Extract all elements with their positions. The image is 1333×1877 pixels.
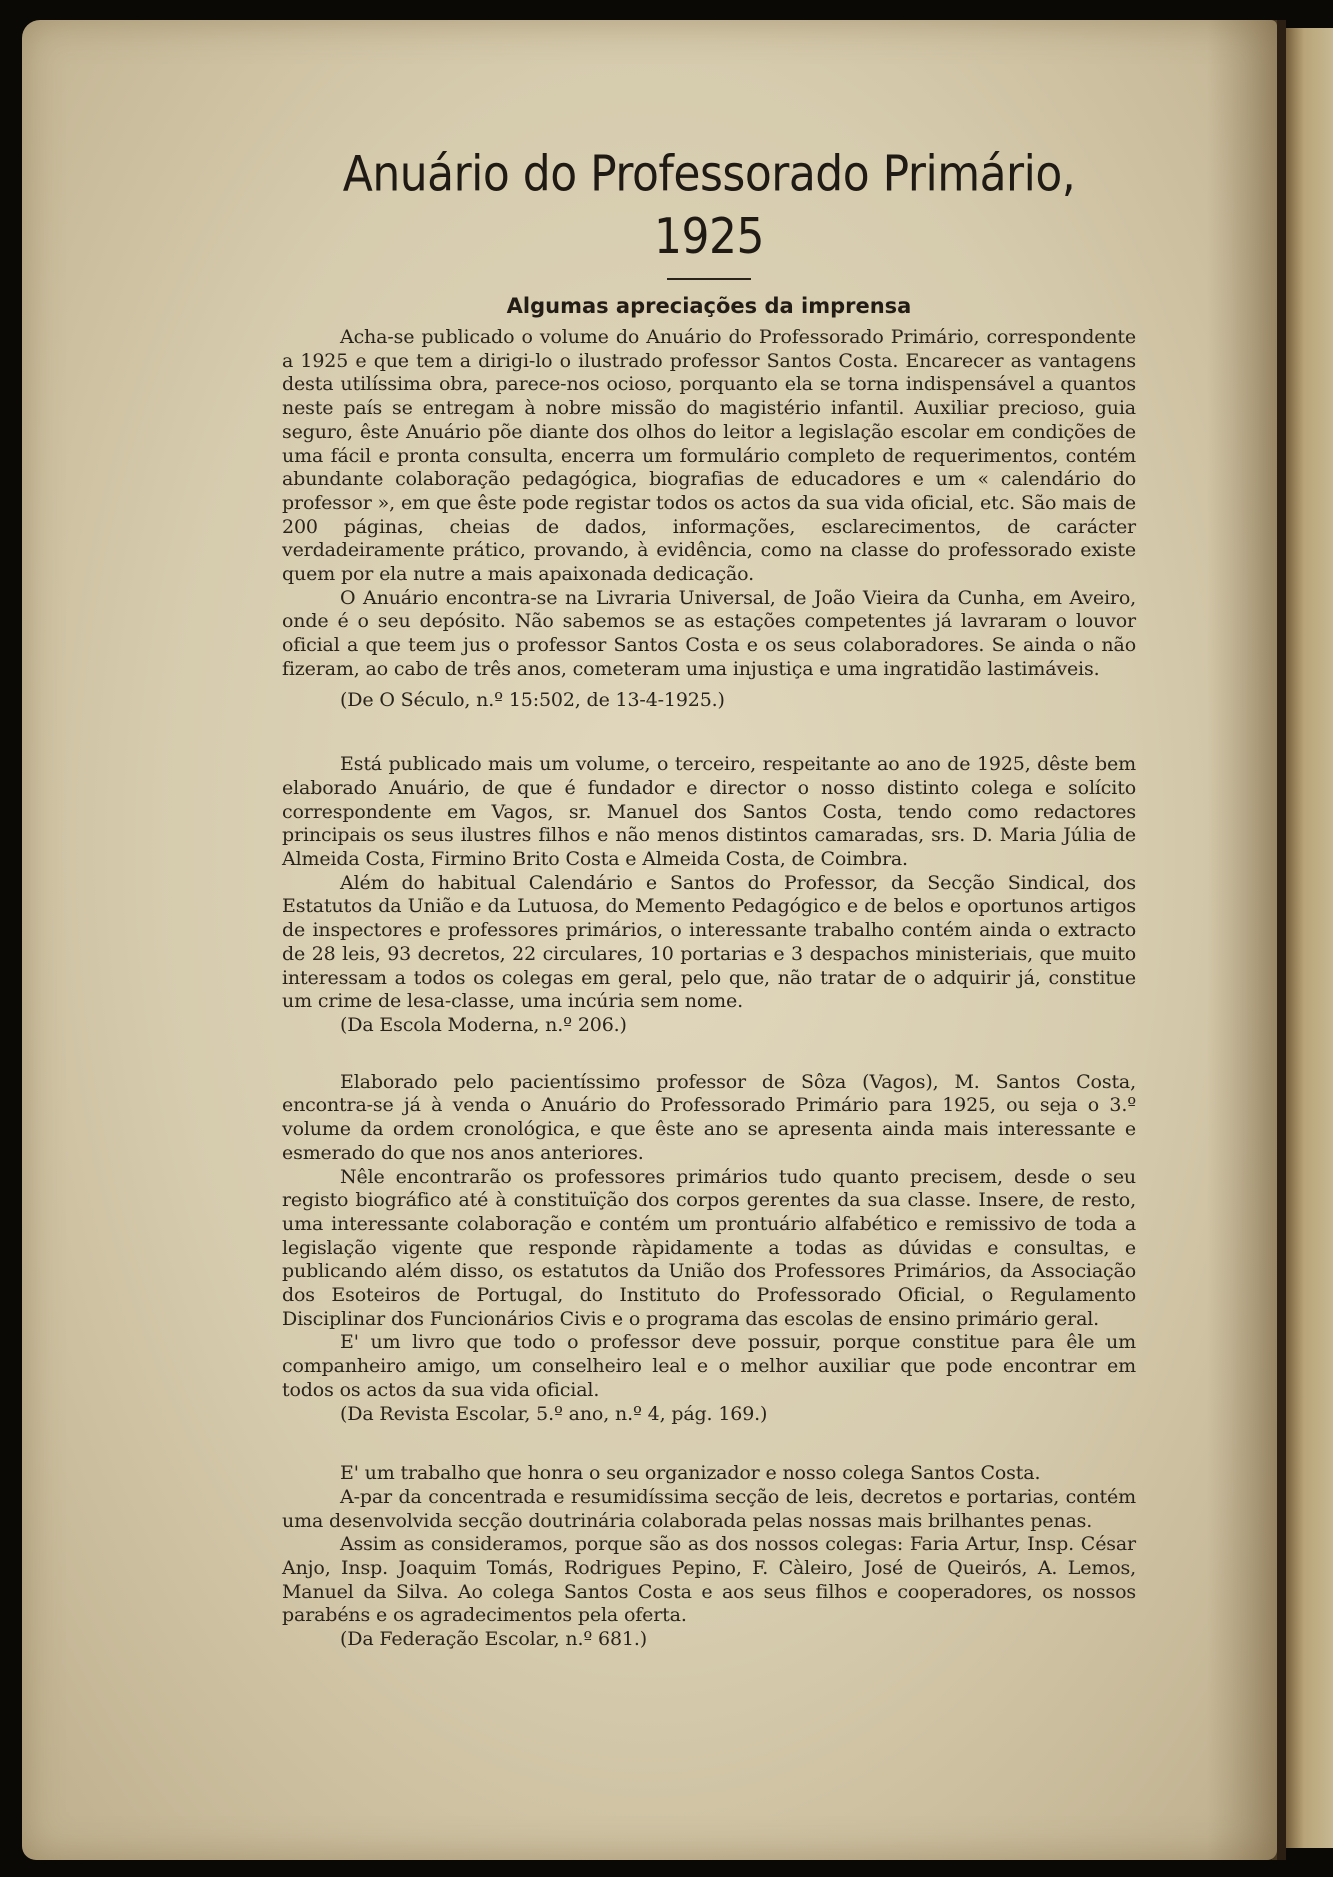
review-paragraph: Além do habitual Calendário e Santos do Professor, da Secção Sindical, dos Estatutos da União e da Lutuosa, do Memento Pedagógico e de belos e oportunos artigos de inspectores e professores primários, o interessante trabalho contém ainda o extracto de 28 leis, 93 decretos, 22 circulares, 10 portarias e 3 despachos ministeriais, que muito interessam a todos os colegas em geral, pelo que, não tratar de o adquirir já, constitue um crime de lesa-classe, uma incúria sem nome. xyxy=(282,871,1136,1013)
page-content xyxy=(282,145,1136,1652)
page-title: Anuário do Professorado Primário, 1925 xyxy=(342,145,1076,266)
adjacent-page-edge xyxy=(1283,28,1333,1848)
review-federacao-escolar xyxy=(282,1462,1136,1652)
section-subtitle: Algumas apreciações da imprensa xyxy=(506,294,912,318)
review-paragraph: Elaborado pelo pacientíssimo professor de Sôza (Vagos), M. Santos Costa, encontra-se já à venda o Anuário do Professorado Primário para 1925, ou seja o 3.º volume da ordem cronológica, e que êste ano se apresenta ainda mais interessante e esmerado do que nos anos anteriores. xyxy=(282,1070,1136,1164)
review-source: (Da Revista Escolar, 5.º ano, n.º 4, pág. 169.) xyxy=(340,1402,768,1425)
review-paragraph: Está publicado mais um volume, o terceiro, respeitante ao ano de 1925, dêste bem elaborado Anuário, de que é fundador e director o nosso distinto colega e solícito correspondente em Vagos, sr. Manuel dos Santos Costa, tendo como redactores principais os seus ilustres filhos e não menos distintos camaradas, srs. D. Maria Júlia de Almeida Costa, Firmino Brito Costa e Almeida Costa, de Coimbra. xyxy=(282,753,1136,871)
review-paragraph: E' um trabalho que honra o seu organizador e nosso colega Santos Costa. xyxy=(340,1462,1041,1485)
title-divider xyxy=(667,278,751,280)
review-paragraph: A-par da concentrada e resumidíssima secção de leis, decretos e portarias, contém uma desenvolvida secção doutrinária colaborada pelas nossas mais brilhantes penas. xyxy=(282,1485,1136,1532)
review-revista-escolar xyxy=(282,1071,1136,1427)
review-source: (Da Federação Escolar, n.º 681.) xyxy=(340,1628,648,1651)
review-paragraph: E' um livro que todo o professor deve possuir, porque constitue para êle um companheiro amigo, um conselheiro leal e o melhor auxiliar que pode encontrar em todos os actos da sua vida oficial. xyxy=(282,1331,1136,1401)
review-paragraph: O Anuário encontra-se na Livraria Universal, de João Vieira da Cunha, em Aveiro, onde é o seu depósito. Não sabemos se as estações competentes já lavraram o louvor oficial a que teem jus o professor Santos Costa e os seus colaboradores. Se ainda o não fizeram, ao cabo de três anos, cometeram uma injustiça e uma ingratidão lastimáveis. xyxy=(282,586,1136,680)
review-paragraph: Assim as consideramos, porque são as dos nossos colegas: Faria Artur, Insp. César Anjo, Insp. Joaquim Tomás, Rodrigues Pepino, F. Càleiro, José de Queirós, A. Lemos, Manuel da Silva. Ao colega Santos Costa e aos seus filhos e cooperadores, os nossos parabéns e os agradecimentos pela oferta. xyxy=(282,1533,1136,1627)
review-escola-moderna xyxy=(282,753,1136,1037)
review-source: (Da Escola Moderna, n.º 206.) xyxy=(340,1013,627,1036)
review-source: (De O Século, n.º 15:502, de 13-4-1925.) xyxy=(340,688,725,711)
review-paragraph: Nêle encontrarão os professores primários tudo quanto precisem, desde o seu registo biográfico até à constituïção dos corpos gerentes da sua classe. Insere, de resto, uma interessante colaboração e contém um prontuário alfabético e remissivo de toda a legislação vigente que responde ràpidamente a todas as dúvidas e consultas, e publicando além disso, os estatutos da União dos Professores Primários, da Associação dos Esoteiros de Portugal, do Instituto do Professorado Oficial, o Regulamento Disciplinar dos Funcionários Civis e o programa das escolas de ensino primário geral. xyxy=(282,1165,1136,1330)
page-shadow xyxy=(1207,20,1277,1860)
review-o-seculo xyxy=(282,326,1136,712)
review-paragraph: Acha-se publicado o volume do Anuário do Professorado Primário, correspondente a 1925 e que tem a dirigi-lo o ilustrado professor Santos Costa. Encarecer as vantagens desta utilíssima obra, parece-nos ocioso, porquanto ela se torna indispensável a quantos neste país se entregam à nobre missão do magistério infantil. Auxiliar precioso, guia seguro, êste Anuário põe diante dos olhos do leitor a legislação escolar em condições de uma fácil e pronta consulta, encerra um formulário completo de requerimentos, contém abundante colaboração pedagógica, biografias de educadores e um « calendário do professor », em que êste pode registar todos os actos da sua vida oficial, etc. São mais de 200 páginas, cheias de dados, informações, esclarecimentos, de carácter verdadeiramente prático, provando, à evidência, como na classe do professorado existe quem por ela nutre a mais apaixonada dedicação. xyxy=(282,326,1136,586)
